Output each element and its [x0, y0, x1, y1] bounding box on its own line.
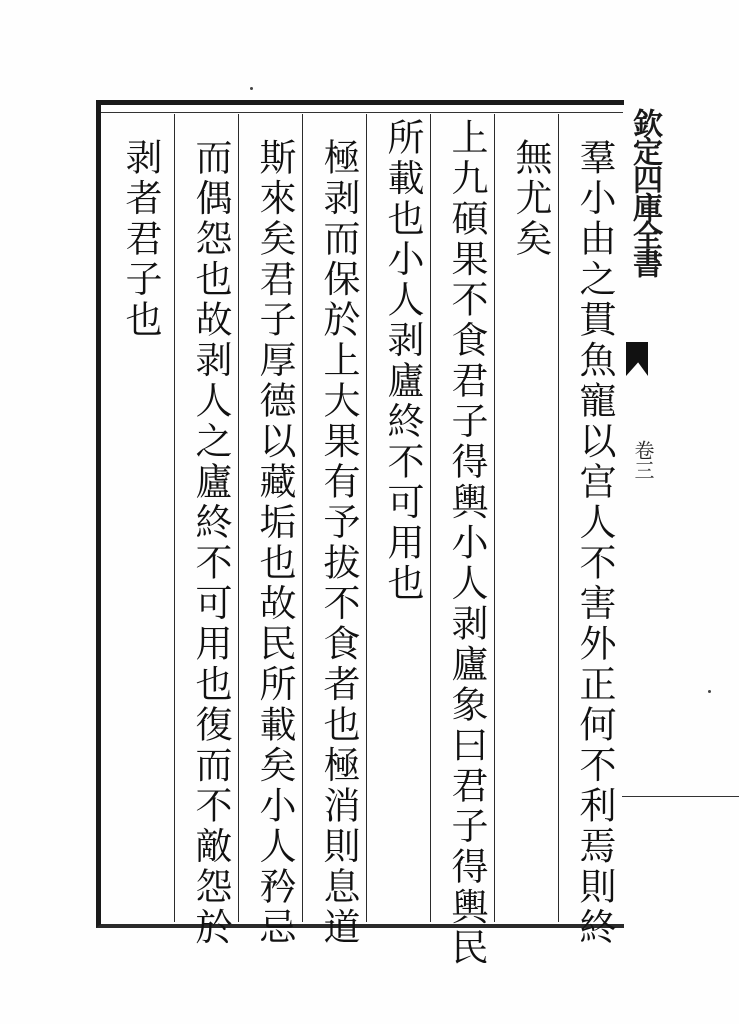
edge-rule: [622, 796, 739, 797]
fore-edge-juan: 卷三: [631, 440, 655, 480]
scan-speck: [708, 690, 711, 693]
fore-edge-title: 欽定四庫全書: [627, 108, 662, 276]
text-column-5: 極剥而保於上大果有予拔不食者也極消則息道: [317, 138, 360, 948]
text-column-3: 上九碩果不食君子得輿小人剥廬象曰君子得輿民: [445, 118, 488, 969]
scan-speck: [250, 87, 253, 90]
frame-inner-rule: [101, 112, 623, 113]
text-column-8: 剥者君子也: [119, 138, 162, 341]
column-rule: [174, 114, 175, 922]
text-column-2: 無尤矣: [509, 138, 552, 260]
text-column-4: 所載也小人剥廬終不可用也: [381, 118, 424, 604]
text-column-1: 羣小由之貫魚寵以宫人不害外正何不利焉則終: [573, 138, 616, 948]
text-column-7: 而偶怨也故剥人之廬終不可用也復而不敵怨於: [189, 138, 232, 948]
text-column-6: 斯來矣君子厚德以藏垢也故民所載矣小人矜忌: [253, 138, 296, 948]
